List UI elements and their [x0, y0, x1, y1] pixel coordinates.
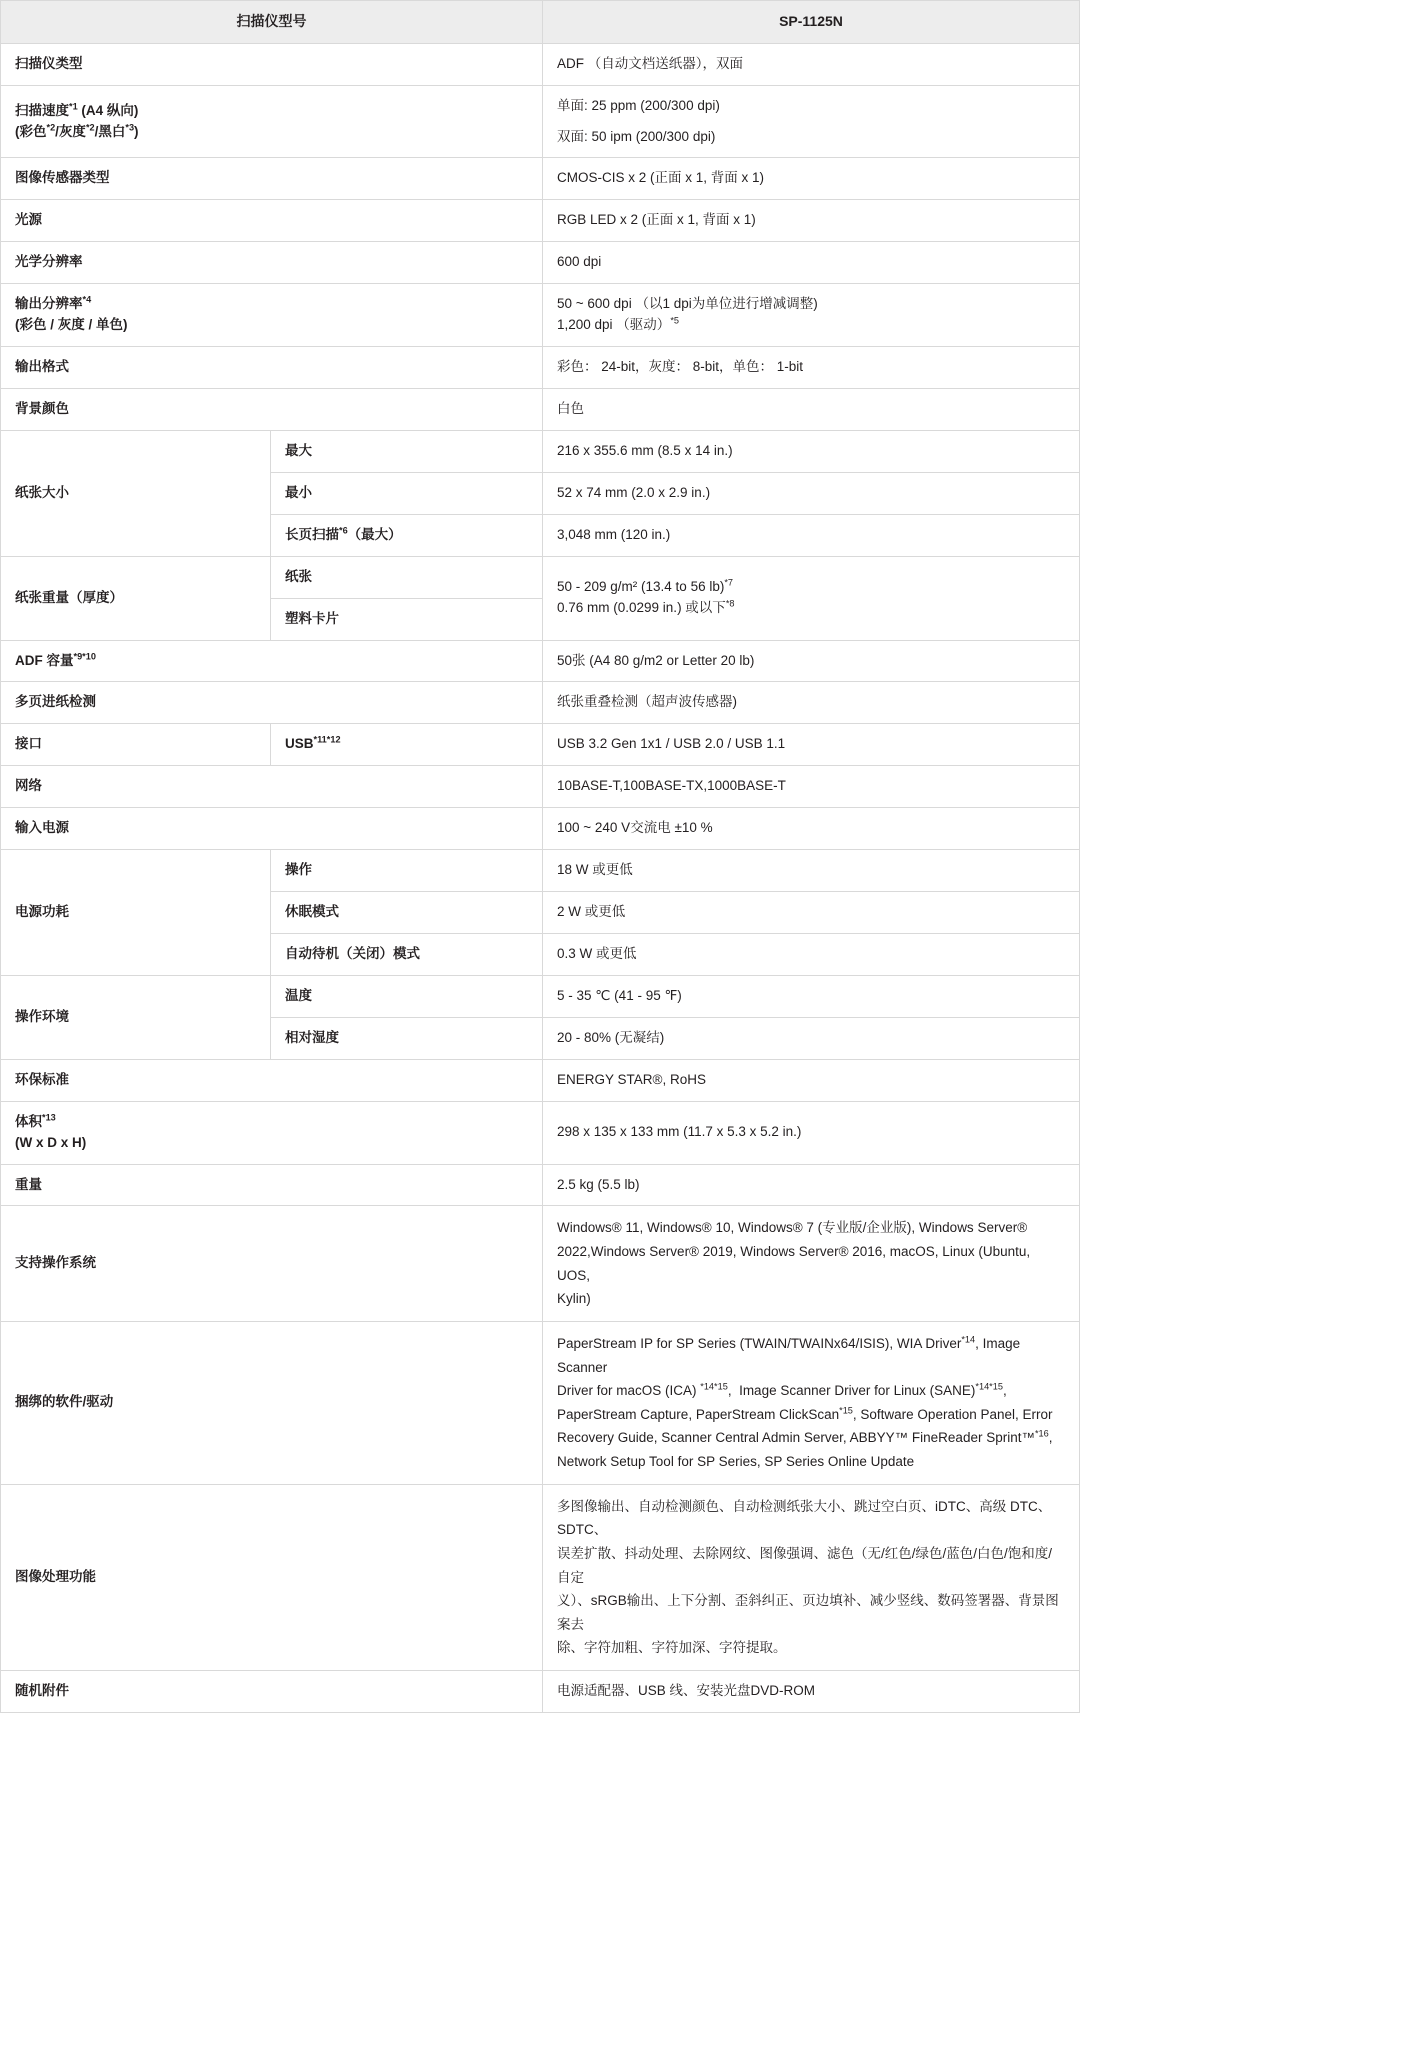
table-row — [1, 85, 1080, 158]
row-sublabel: 休眠模式 — [271, 892, 543, 934]
row-value — [543, 1321, 1080, 1484]
row-label: 重量 — [1, 1164, 543, 1206]
row-label — [1, 85, 543, 158]
row-value-line: 双面: 50 ipm (200/300 dpi) — [557, 128, 716, 144]
table-row — [1, 1101, 1080, 1164]
footnote-marker: *5 — [670, 315, 679, 326]
table-header-row — [1, 1, 1080, 44]
row-sublabel: 纸张 — [271, 556, 543, 598]
row-value: 52 x 74 mm (2.0 x 2.9 in.) — [543, 472, 1080, 514]
table-row — [1, 724, 1080, 766]
row-value-line: 50 - 209 g/m² (13.4 to 56 lb)$^{*7}$ — [557, 577, 734, 595]
row-value-line: Kylin) — [557, 1291, 591, 1307]
row-label: 操作环境 — [1, 975, 271, 1059]
row-value: 20 - 80% (无凝结) — [543, 1017, 1080, 1059]
row-label: 接口 — [1, 724, 271, 766]
row-label-line: (彩色$^{*2}$/灰度$^{*2}$/黑白$^{*3}$) — [15, 122, 139, 139]
table-row — [1, 808, 1080, 850]
table-row — [1, 1671, 1080, 1713]
row-value: 0.3 W 或更低 — [543, 933, 1080, 975]
row-value — [543, 1484, 1080, 1670]
row-value-line: 50 ~ 600 dpi （以1 dpi为单位进行增减调整) — [557, 296, 818, 312]
row-value-line: PaperStream IP for SP Series (TWAIN/TWAINx64/ISIS), WIA Driver$^{*14}$, Image Scanner — [557, 1334, 1021, 1375]
footnote-marker: *13 — [42, 1112, 56, 1123]
row-label: 多页进纸检测 — [1, 682, 543, 724]
table-row — [1, 640, 1080, 682]
row-value: 18 W 或更低 — [543, 850, 1080, 892]
row-value-line: PaperStream Capture, PaperStream ClickScan$^{*15}$, Software Operation Panel, Error — [557, 1405, 1053, 1422]
row-value — [543, 284, 1080, 347]
row-value — [543, 556, 1080, 640]
row-label-line: (彩色 / 灰度 / 单色) — [15, 317, 128, 333]
header-cell-model-value: SP-1125N — [543, 1, 1080, 44]
row-sublabel: $USB^{*11*12}$ — [271, 724, 543, 766]
row-value-line: Network Setup Tool for SP Series, SP Series Online Update — [557, 1454, 915, 1470]
table-row — [1, 1206, 1080, 1322]
row-value: 白色 — [543, 388, 1080, 430]
row-label: 网络 — [1, 766, 543, 808]
row-value: ENERGY STAR®, RoHS — [543, 1059, 1080, 1101]
row-sublabel: 塑料卡片 — [271, 598, 543, 640]
row-label — [1, 1101, 543, 1164]
row-value-line: 除、字符加粗、字符加深、字符提取。 — [557, 1640, 787, 1656]
table-row — [1, 388, 1080, 430]
row-label: 捆绑的软件/驱动 — [1, 1321, 543, 1484]
row-label: 输出格式 — [1, 347, 543, 389]
table-row — [1, 158, 1080, 200]
row-value — [543, 1206, 1080, 1322]
footnote-marker: *14*15 — [975, 1381, 1003, 1392]
row-label: 纸张重量（厚度） — [1, 556, 271, 640]
row-sublabel: 最大 — [271, 430, 543, 472]
row-value: 50张 (A4 80 g/m2 or Letter 20 lb) — [543, 640, 1080, 682]
row-sublabel: 自动待机（关闭）模式 — [271, 933, 543, 975]
table-row — [1, 766, 1080, 808]
table-row — [1, 1164, 1080, 1206]
footnote-marker: *14*15 — [700, 1381, 728, 1392]
row-value: 2.5 kg (5.5 lb) — [543, 1164, 1080, 1206]
footnote-marker: *14 — [961, 1334, 976, 1345]
row-label: 随机附件 — [1, 1671, 543, 1713]
row-label: 光学分辨率 — [1, 242, 543, 284]
row-value: ADF （自动文档送纸器），双面 — [543, 43, 1080, 85]
row-label-line: 体积$^{*13}$ — [15, 1112, 56, 1129]
table-row — [1, 556, 1080, 598]
row-sublabel: 温度 — [271, 975, 543, 1017]
row-label: 电源功耗 — [1, 850, 271, 976]
table-row — [1, 430, 1080, 472]
row-sublabel: 长页扫描$^{*6}$（最大） — [271, 514, 543, 556]
table-row — [1, 682, 1080, 724]
row-label: 扫描仪类型 — [1, 43, 543, 85]
footnote-marker: *1 — [69, 101, 78, 112]
row-value-line: Driver for macOS (ICA) $^{*14*15}$, Image Scanner Driver for Linux (SANE)$^{*14*15}$, — [557, 1381, 1007, 1399]
row-sublabel: 最小 — [271, 472, 543, 514]
row-label-line: 输出分辨率$^{*4}$ — [15, 294, 92, 312]
row-value-line: 2022,Windows Server® 2019, Windows Server® 2016, macOS, Linux (Ubuntu, UOS, — [557, 1244, 1031, 1283]
row-label — [1, 284, 543, 347]
row-label: ADF 容量$^{*9*10}$ — [1, 640, 543, 682]
footnote-marker: *16 — [1034, 1428, 1049, 1439]
row-sublabel: 相对湿度 — [271, 1017, 543, 1059]
footnote-marker: *3 — [125, 122, 135, 133]
row-value: 600 dpi — [543, 242, 1080, 284]
row-sublabel: 操作 — [271, 850, 543, 892]
row-value: 298 x 135 x 133 mm (11.7 x 5.3 x 5.2 in.) — [543, 1101, 1080, 1164]
row-value: 3,048 mm (120 in.) — [543, 514, 1080, 556]
row-value: 216 x 355.6 mm (8.5 x 14 in.) — [543, 430, 1080, 472]
row-value: RGB LED x 2 (正面 x 1, 背面 x 1) — [543, 200, 1080, 242]
row-label: 背景颜色 — [1, 388, 543, 430]
footnote-marker: *2 — [85, 122, 95, 133]
row-label: 支持操作系统 — [1, 1206, 543, 1322]
footnote-marker: *9*10 — [73, 651, 96, 662]
row-value: 电源适配器、USB 线、安装光盘DVD-ROM — [543, 1671, 1080, 1713]
row-label: 光源 — [1, 200, 543, 242]
table-row — [1, 850, 1080, 892]
footnote-marker: *2 — [46, 122, 56, 133]
row-value: CMOS-CIS x 2 (正面 x 1, 背面 x 1) — [543, 158, 1080, 200]
table-row — [1, 200, 1080, 242]
table-row — [1, 284, 1080, 347]
row-value-line: 单面: 25 ppm (200/300 dpi) — [557, 97, 720, 113]
header-cell-model-label: 扫描仪型号 — [1, 1, 543, 44]
row-label-line: (W x D x H) — [15, 1134, 87, 1150]
row-value: 5 - 35 ℃ (41 - 95 ℉) — [543, 975, 1080, 1017]
row-value-line: 误差扩散、抖动处理、去除网纹、图像强调、滤色（无/红色/绿色/蓝色/白色/饱和度/自定 — [557, 1545, 1053, 1585]
row-value: 2 W 或更低 — [543, 892, 1080, 934]
row-value: 100 ~ 240 V交流电 ±10 % — [543, 808, 1080, 850]
table-row — [1, 1059, 1080, 1101]
row-value-line: Recovery Guide, Scanner Central Admin Server, ABBYY™ FineReader Sprint™$^{*16}$, — [557, 1428, 1053, 1446]
row-label-line: 扫描速度$^{*1}$ (A4 纵向) — [15, 101, 139, 118]
row-label: 图像处理功能 — [1, 1484, 543, 1670]
footnote-marker: *11*12 — [313, 734, 341, 745]
footnote-marker: *4 — [82, 294, 92, 305]
row-value: 彩色： 24-bit，灰度： 8-bit，单色： 1-bit — [543, 347, 1080, 389]
table-row — [1, 43, 1080, 85]
row-value: USB 3.2 Gen 1x1 / USB 2.0 / USB 1.1 — [543, 724, 1080, 766]
footnote-marker: *7 — [724, 577, 734, 588]
table-row — [1, 1484, 1080, 1670]
row-value: 纸张重叠检测（超声波传感器) — [543, 682, 1080, 724]
footnote-marker: *6 — [339, 525, 348, 536]
row-label: 图像传感器类型 — [1, 158, 543, 200]
footnote-marker: *15 — [839, 1405, 853, 1416]
row-value-line: 1,200 dpi （驱动）$^{*5}$ — [557, 315, 679, 333]
table-row — [1, 347, 1080, 389]
table-body — [1, 43, 1080, 1712]
row-value-line: 0.76 mm (0.0299 in.) 或以下$^{*8}$ — [557, 598, 735, 616]
table-row — [1, 975, 1080, 1017]
row-label: 环保标准 — [1, 1059, 543, 1101]
row-value — [543, 85, 1080, 158]
row-label: 纸张大小 — [1, 430, 271, 556]
row-value-line: 多图像输出、自动检测颜色、自动检测纸张大小、跳过空白页、iDTC、高级 DTC、SDTC、 — [557, 1498, 1052, 1538]
row-value: 10BASE-T,100BASE-TX,1000BASE-T — [543, 766, 1080, 808]
table-row — [1, 1321, 1080, 1484]
footnote-marker: *8 — [725, 598, 735, 609]
row-label: 输入电源 — [1, 808, 543, 850]
row-value-line: 义）、sRGB输出、上下分割、歪斜纠正、页边填补、减少竖线、数码签署器、背景图案去 — [557, 1593, 1059, 1632]
table-row — [1, 242, 1080, 284]
row-value-line: Windows® 11, Windows® 10, Windows® 7 (专业版/企业版), Windows Server® — [557, 1220, 1028, 1236]
